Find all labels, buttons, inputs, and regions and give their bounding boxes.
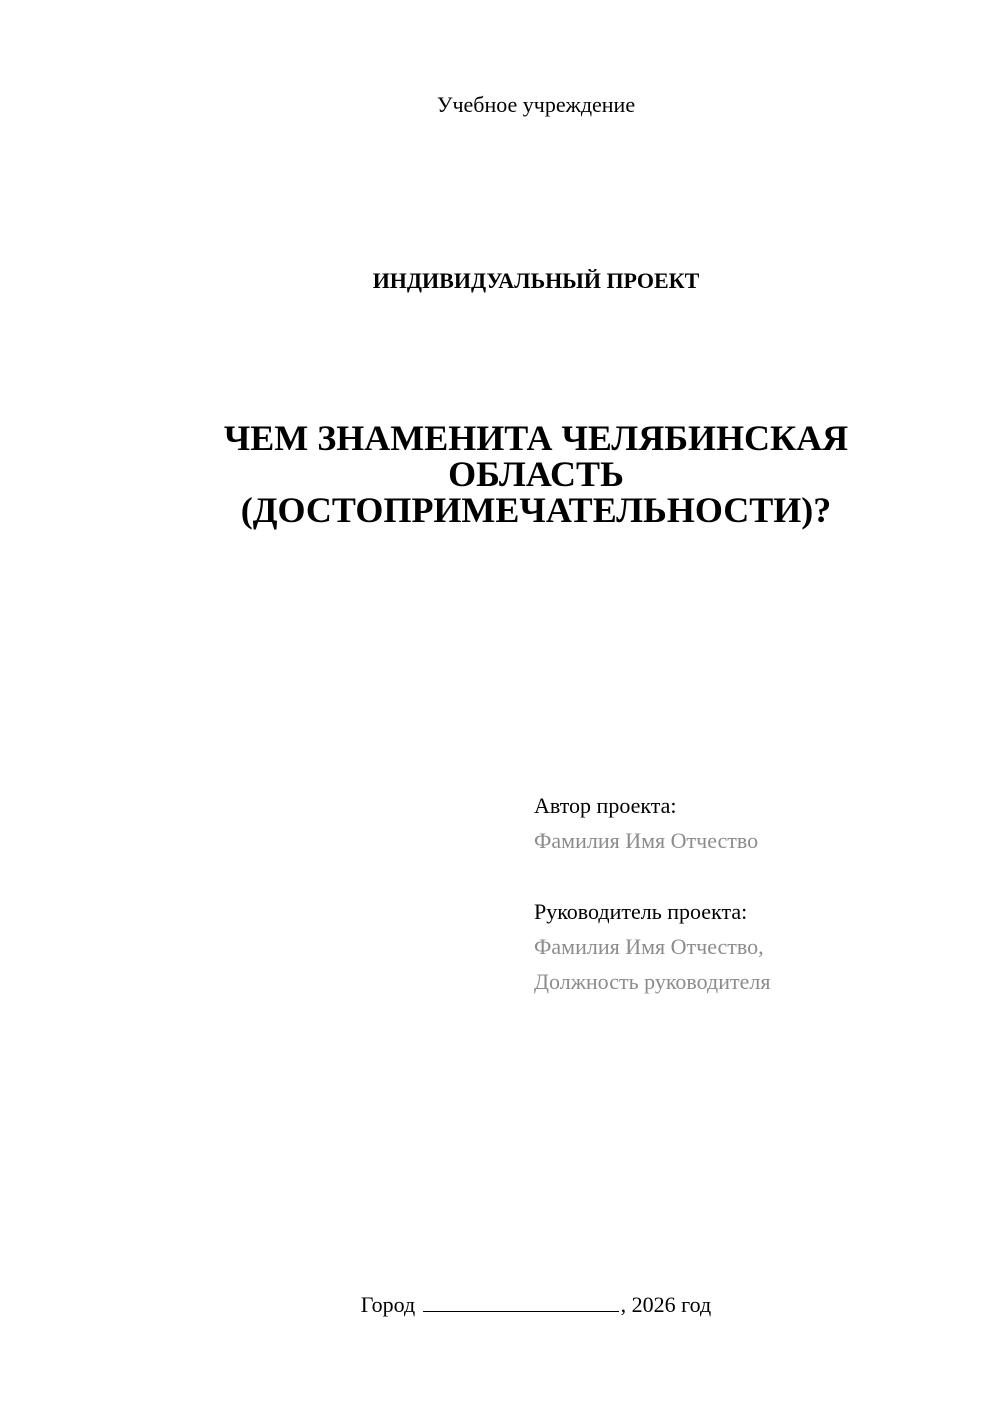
city-label: Город	[360, 1292, 416, 1317]
project-title-line-2: ОБЛАСТЬ	[448, 454, 624, 494]
author-label: Автор проекта:	[534, 793, 677, 818]
supervisor-name: Фамилия Имя Отчество,	[534, 934, 764, 959]
project-title-line-1: ЧЕМ ЗНАМЕНИТА ЧЕЛЯБИНСКАЯ	[223, 418, 849, 458]
credits-spacer	[534, 858, 974, 894]
project-title-line-3: (ДОСТОПРИМЕЧАТЕЛЬНОСТИ)?	[240, 490, 832, 530]
institution-name: Учебное учреждение	[436, 92, 636, 117]
credits-block	[534, 788, 974, 999]
author-name: Фамилия Имя Отчество	[534, 828, 759, 853]
city-blank-line	[423, 1291, 619, 1312]
year-text: , 2026 год	[620, 1292, 712, 1317]
supervisor-label: Руководитель проекта:	[534, 899, 748, 924]
project-title	[160, 420, 912, 528]
document-type-heading: ИНДИВИДУАЛЬНЫЙ ПРОЕКТ	[372, 268, 700, 293]
supervisor-position: Должность руководителя	[534, 969, 771, 994]
footer-city-year	[0, 1290, 1000, 1320]
